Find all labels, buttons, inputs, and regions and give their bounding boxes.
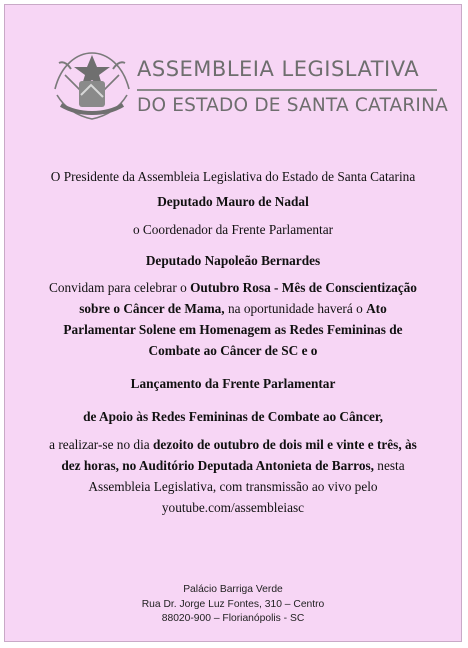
footer-city: 88020-900 – Florianópolis - SC [161, 613, 305, 624]
nesta-text: nesta [373, 458, 405, 473]
ato-text: Ato [366, 301, 387, 316]
lancamento-line-2: de Apoio às Redes Femininas de Combate ao Câncer, [83, 409, 383, 424]
invite-line-4: Combate ao Câncer de SC e o [148, 343, 318, 358]
invite-line-3: Parlamentar Solene em Homenagem as Redes Femininas de [63, 322, 403, 337]
letterhead-title-line1: ASSEMBLEIA LEGISLATIVA [137, 57, 420, 81]
footer-street: Rua Dr. Jorge Luz Fontes, 310 – Centro [141, 598, 325, 610]
sobre-o-text: sobre o [79, 301, 124, 316]
address-footer [5, 583, 461, 627]
coordinator-name: Deputado Napoleão Bernardes [145, 253, 321, 268]
invitation-card [4, 4, 462, 642]
state-coat-of-arms-icon [51, 45, 133, 125]
letterhead-divider [137, 89, 437, 91]
intro-text: O Presidente da Assembleia Legislativa do Estado de Santa Catarina [50, 169, 416, 184]
lancamento-line-1: Lançamento da Frente Parlamentar [130, 376, 336, 391]
letterhead-title-line2: DO ESTADO DE SANTA CATARINA [137, 95, 448, 116]
realizar-prefix: a realizar-se no dia [49, 437, 153, 452]
coordinator-intro: o Coordenador da Frente Parlamentar [132, 222, 334, 237]
invitation-body [5, 168, 461, 516]
stream-url: youtube.com/assembleiasc [161, 500, 305, 515]
cancer-de-mama-text: Câncer de Mama, [123, 301, 225, 316]
time-place-line [5, 457, 461, 474]
event-time-place: dez horas, no Auditório Deputada Antonieta de Barros, [61, 458, 374, 473]
invite-prefix: Convidam para celebrar o [49, 280, 191, 295]
invite-line-2 [5, 300, 461, 317]
na-oportunidade-text: na oportunidade haverá o [224, 301, 367, 316]
invite-line-1 [5, 279, 461, 296]
president-name: Deputado Mauro de Nadal [157, 194, 309, 209]
date-line [5, 436, 461, 453]
closing-line: Assembleia Legislativa, com transmissão ao vivo pelo [88, 479, 378, 494]
outubro-rosa-text: Outubro Rosa - Mês de Conscientização [190, 280, 417, 295]
event-date: dezoito de outubro de dois mil e vinte e três, às [153, 437, 417, 452]
letterhead [51, 45, 448, 125]
footer-building: Palácio Barriga Verde [183, 584, 283, 595]
